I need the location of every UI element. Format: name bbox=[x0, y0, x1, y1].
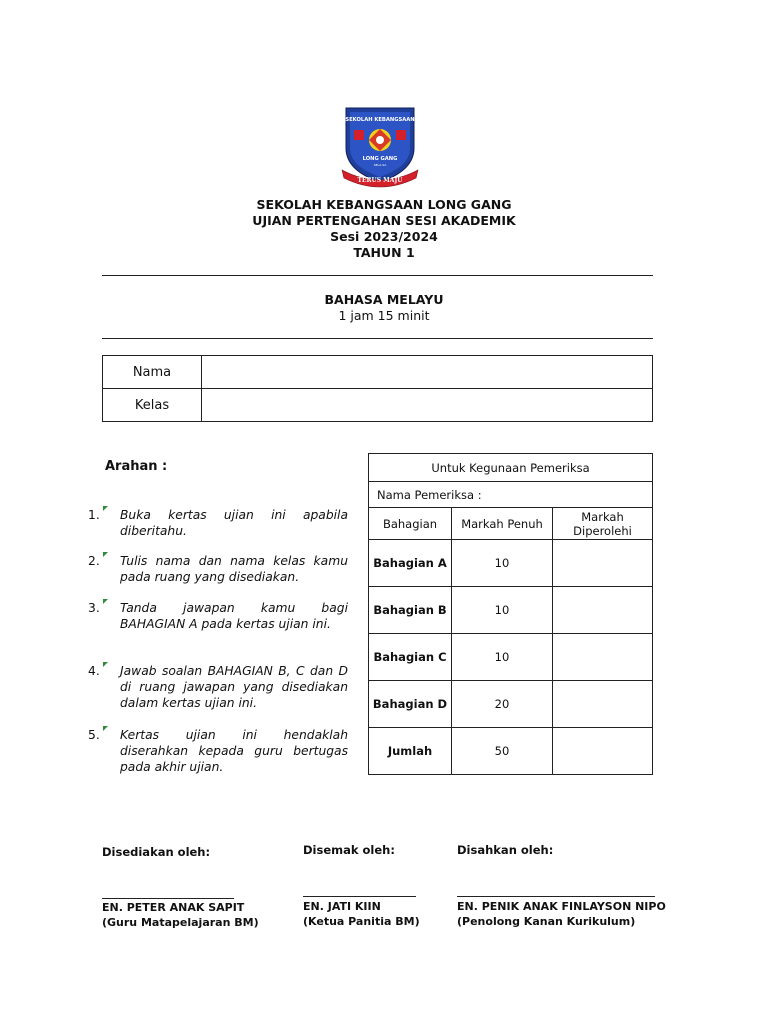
checked-by-label: Disemak oleh: bbox=[303, 843, 395, 857]
instruction-number: 5. bbox=[104, 727, 120, 743]
approver-name: EN. PENIK ANAK FINLAYSON NIPO bbox=[457, 900, 666, 913]
section-label: Bahagian C bbox=[369, 634, 452, 681]
instruction-text: Tulis nama dan nama kelas kamu pada ruang yang disediakan. bbox=[120, 554, 348, 584]
header-section: Bahagian bbox=[369, 508, 452, 540]
year-level: TAHUN 1 bbox=[353, 245, 415, 260]
examiner-title: Untuk Kegunaan Pemeriksa bbox=[369, 454, 653, 482]
examiner-table bbox=[368, 453, 653, 775]
full-marks: 50 bbox=[452, 728, 553, 775]
instruction-text: Tanda jawapan kamu bagi BAHAGIAN A pada kertas ujian ini. bbox=[120, 601, 348, 631]
class-label: Kelas bbox=[103, 389, 202, 422]
examiner-name-row bbox=[369, 482, 653, 508]
exam-title: UJIAN PERTENGAHAN SESI AKADEMIK bbox=[252, 213, 516, 228]
subject-name: BAHASA MELAYU bbox=[324, 292, 444, 307]
instruction-text: Kertas ujian ini hendaklah diserahkan kepada guru bertugas pada akhir ujian. bbox=[120, 728, 348, 774]
section-label: Jumlah bbox=[369, 728, 452, 775]
class-field[interactable] bbox=[202, 389, 653, 422]
instruction-number: 1. bbox=[104, 507, 120, 523]
marks-obtained[interactable] bbox=[553, 728, 653, 775]
name-label: Nama bbox=[103, 356, 202, 389]
full-marks: 10 bbox=[452, 540, 553, 587]
table-row bbox=[369, 681, 653, 728]
checker-role: (Ketua Panitia BM) bbox=[303, 915, 420, 928]
instruction-number: 2. bbox=[104, 553, 120, 569]
approved-by-block bbox=[457, 899, 666, 929]
signature-line-checked bbox=[303, 896, 416, 897]
approved-by-label: Disahkan oleh: bbox=[457, 843, 554, 857]
exam-duration: 1 jam 15 minit bbox=[338, 308, 430, 323]
section-label: Bahagian D bbox=[369, 681, 452, 728]
school-crest-logo bbox=[340, 104, 420, 188]
session: Sesi 2023/2024 bbox=[330, 229, 438, 244]
instruction-text: Jawab soalan BAHAGIAN B, C dan D di ruang jawapan yang disediakan dalam kertas ujian ini. bbox=[120, 664, 348, 710]
signature-line-approved bbox=[457, 896, 655, 897]
section-label: Bahagian A bbox=[369, 540, 452, 587]
table-row bbox=[369, 728, 653, 775]
checker-name: EN. JATI KIIN bbox=[303, 900, 381, 913]
prepared-by-block bbox=[102, 900, 259, 930]
section-label: Bahagian B bbox=[369, 587, 452, 634]
divider-top bbox=[102, 275, 653, 276]
crest-motto: TERUS MAJU bbox=[357, 177, 403, 184]
signature-line-prepared bbox=[102, 898, 234, 899]
instruction-number: 4. bbox=[104, 663, 120, 679]
class-row bbox=[103, 389, 653, 422]
instruction-item bbox=[88, 727, 348, 775]
table-row bbox=[369, 634, 653, 681]
instructions-title: Arahan : bbox=[105, 459, 168, 474]
crest-mid-text: LONG GANG bbox=[362, 156, 398, 162]
marks-obtained[interactable] bbox=[553, 634, 653, 681]
crest-small-text: SELA.SA bbox=[373, 163, 387, 167]
divider-bottom bbox=[102, 338, 653, 339]
marks-obtained[interactable] bbox=[553, 681, 653, 728]
crest-top-text: SEKOLAH KEBANGSAAN bbox=[345, 117, 415, 123]
header-full-marks: Markah Penuh bbox=[452, 508, 553, 540]
instruction-item bbox=[88, 553, 348, 585]
checked-by-block bbox=[303, 899, 420, 929]
marks-obtained[interactable] bbox=[553, 587, 653, 634]
school-name: SEKOLAH KEBANGSAAN LONG GANG bbox=[256, 197, 512, 212]
instruction-number: 3. bbox=[104, 600, 120, 616]
examiner-name-label[interactable]: Nama Pemeriksa : bbox=[369, 482, 653, 508]
examiner-header-row bbox=[369, 508, 653, 540]
instruction-text: Buka kertas ujian ini apabila diberitahu. bbox=[120, 508, 348, 538]
header-marks-obtained: Markah Diperolehi bbox=[553, 508, 653, 540]
student-info-table bbox=[102, 355, 653, 422]
full-marks: 10 bbox=[452, 634, 553, 681]
instruction-item bbox=[88, 663, 348, 711]
full-marks: 10 bbox=[452, 587, 553, 634]
examiner-title-row bbox=[369, 454, 653, 482]
preparer-name: EN. PETER ANAK SAPIT bbox=[102, 901, 245, 914]
approver-role: (Penolong Kanan Kurikulum) bbox=[457, 915, 636, 928]
marks-obtained[interactable] bbox=[553, 540, 653, 587]
full-marks: 20 bbox=[452, 681, 553, 728]
name-row bbox=[103, 356, 653, 389]
instruction-item bbox=[88, 600, 348, 632]
instruction-item bbox=[88, 507, 348, 539]
name-field[interactable] bbox=[202, 356, 653, 389]
table-row bbox=[369, 540, 653, 587]
table-row bbox=[369, 587, 653, 634]
prepared-by-label: Disediakan oleh: bbox=[102, 845, 211, 859]
preparer-role: (Guru Matapelajaran BM) bbox=[102, 916, 259, 929]
